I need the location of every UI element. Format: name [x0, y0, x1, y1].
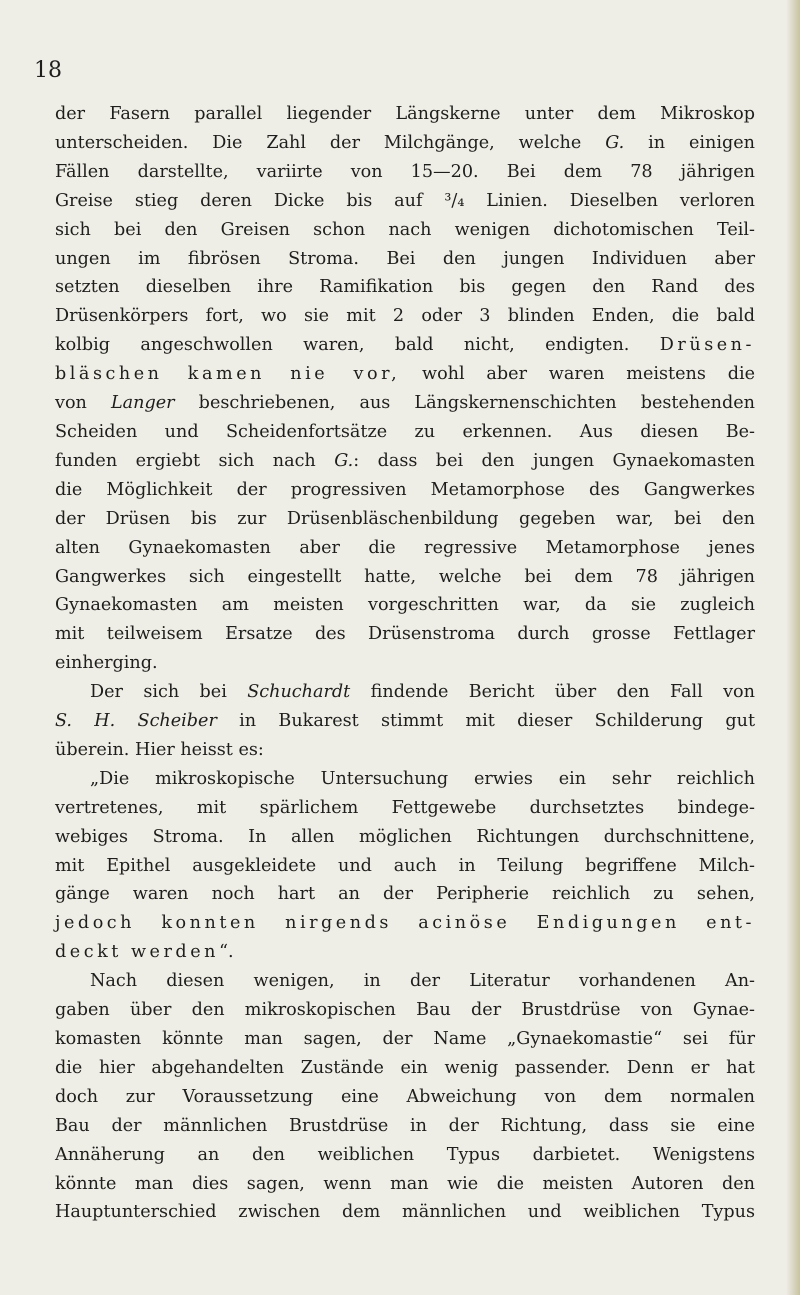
italic-name: Schuchardt	[247, 682, 351, 703]
text-run: Scheiden und Scheidenfortsätze zu erkennen. Aus diesen Be-	[55, 421, 755, 442]
spaced-emphasis: deckt werden	[55, 942, 219, 963]
text-run: der Fasern parallel liegender Längskerne unter dem Mikroskop	[55, 104, 755, 124]
text-run: komasten könnte man sagen, der Name „Gynaekomastie“ sei für	[55, 1029, 755, 1049]
text-run: in Bukarest stimmt mit dieser Schilderung gut	[216, 711, 756, 732]
text-line	[55, 129, 755, 158]
text-run: beschriebenen, aus Längskernenschichten bestehenden	[174, 393, 755, 414]
text-line	[55, 563, 755, 592]
text-line	[55, 273, 755, 302]
text-run: Greise stieg deren Dicke bis auf ³/₄ Linien. Dieselben verloren	[55, 190, 755, 211]
page-number: 18	[34, 58, 62, 83]
text-line	[55, 447, 755, 476]
text-run: ungen im fibrösen Stroma. Bei den jungen Individuen aber	[55, 248, 755, 269]
text-run: gaben über den mikroskopischen Bau der Brustdrüse von Gynae-	[55, 1000, 755, 1021]
text-line	[55, 1170, 755, 1199]
text-line	[55, 996, 755, 1025]
text-line	[55, 418, 755, 447]
text-run: wohl aber waren meistens die	[400, 364, 755, 385]
text-line	[55, 476, 755, 505]
spaced-emphasis: Drüsen-	[659, 335, 755, 356]
italic-name: Langer	[110, 393, 175, 414]
text-run: einherging.	[55, 653, 158, 674]
text-line	[55, 707, 755, 736]
text-line	[55, 852, 755, 881]
text-line	[55, 1054, 755, 1083]
text-line	[55, 620, 755, 649]
text-line	[55, 591, 755, 620]
text-run: Annäherung an den weiblichen Typus darbietet. Wenigstens	[55, 1144, 755, 1165]
body-text	[55, 100, 755, 1227]
spaced-emphasis: jedoch konnten nirgends acinöse Endigungen ent-	[55, 913, 755, 934]
text-line	[55, 649, 755, 678]
text-run: unterscheiden. Die Zahl der Milchgänge, welche	[55, 132, 606, 153]
italic-name: G.	[334, 450, 354, 471]
text-line	[55, 389, 755, 418]
text-line	[55, 880, 755, 909]
text-run: die Möglichkeit der progressiven Metamorphose des Gangwerkes	[55, 479, 755, 500]
text-line	[55, 245, 755, 274]
text-run: gänge waren noch hart an der Peripherie reichlich zu sehen,	[55, 884, 755, 905]
text-run: webiges Stroma. In allen möglichen Richtungen durchschnittene,	[55, 826, 755, 847]
text-line	[55, 216, 755, 245]
text-line	[55, 736, 755, 765]
text-line	[55, 1198, 755, 1227]
text-line	[55, 823, 755, 852]
italic-name: S. H. Scheiber	[55, 711, 217, 732]
text-line	[55, 534, 755, 563]
text-run: findende Bericht über den Fall von	[350, 682, 755, 703]
text-run: setzten dieselben ihre Ramifikation bis gegen den Rand des	[55, 277, 755, 298]
text-line	[55, 794, 755, 823]
text-run: : dass bei den jungen Gynaekomasten	[353, 450, 755, 471]
text-line	[55, 909, 755, 938]
text-line	[55, 938, 755, 967]
text-line	[55, 360, 755, 389]
text-run: funden ergiebt sich nach	[55, 450, 335, 471]
text-run: Der sich bei	[90, 682, 248, 703]
text-run: doch zur Voraussetzung eine Abweichung von dem normalen	[55, 1086, 755, 1107]
page-edge-shadow	[786, 0, 800, 1295]
text-run: die hier abgehandelten Zustände ein wenig passender. Denn er hat	[55, 1057, 755, 1078]
text-line	[55, 302, 755, 331]
text-line	[55, 765, 755, 794]
text-line	[55, 158, 755, 187]
text-line	[55, 678, 755, 707]
text-run: Nach diesen wenigen, in der Literatur vorhandenen An-	[90, 971, 755, 992]
text-run: Fällen darstellte, variirte von 15—20. Bei dem 78 jährigen	[55, 161, 755, 182]
text-line	[55, 1025, 755, 1054]
text-run: Gynaekomasten am meisten vorgeschritten war, da sie zugleich	[55, 595, 755, 616]
spaced-emphasis: bläschen kamen nie vor,	[55, 364, 401, 385]
text-line	[55, 100, 755, 129]
text-run: Bau der männlichen Brustdrüse in der Richtung, dass sie eine	[55, 1115, 755, 1136]
text-run: Hauptunterschied zwischen dem männlichen und weiblichen Typus	[55, 1202, 755, 1223]
text-run: könnte man dies sagen, wenn man wie die meisten Autoren den	[55, 1173, 755, 1194]
text-run: in einigen	[624, 132, 755, 153]
text-line	[55, 331, 755, 360]
text-run: “.	[218, 942, 234, 963]
text-run: von	[55, 393, 111, 414]
text-run: alten Gynaekomasten aber die regressive Metamorphose jenes	[55, 537, 755, 558]
text-run: überein. Hier heisst es:	[55, 739, 264, 760]
text-run: kolbig angeschwollen waren, bald nicht, endigten.	[55, 335, 660, 356]
text-run: „Die mikroskopische Untersuchung erwies ein sehr reichlich	[90, 768, 755, 789]
text-run: mit Epithel ausgekleidete und auch in Teilung begriffene Milch-	[55, 855, 755, 876]
text-run: Gangwerkes sich eingestellt hatte, welche bei dem 78 jährigen	[55, 566, 755, 587]
text-run: der Drüsen bis zur Drüsenbläschenbildung gegeben war, bei den	[55, 508, 755, 529]
italic-name: G.	[605, 132, 625, 153]
text-line	[55, 505, 755, 534]
text-line	[55, 1141, 755, 1170]
text-line	[55, 1112, 755, 1141]
text-run: Drüsenkörpers fort, wo sie mit 2 oder 3 blinden Enden, die bald	[55, 306, 755, 327]
text-run: vertretenes, mit spärlichem Fettgewebe durchsetztes bindege-	[55, 797, 755, 818]
text-line	[55, 187, 755, 216]
text-line	[55, 1083, 755, 1112]
text-run: mit teilweisem Ersatze des Drüsenstroma durch grosse Fettlager	[55, 624, 755, 645]
text-run: sich bei den Greisen schon nach wenigen dichotomischen Teil-	[55, 219, 755, 240]
text-line	[55, 967, 755, 996]
